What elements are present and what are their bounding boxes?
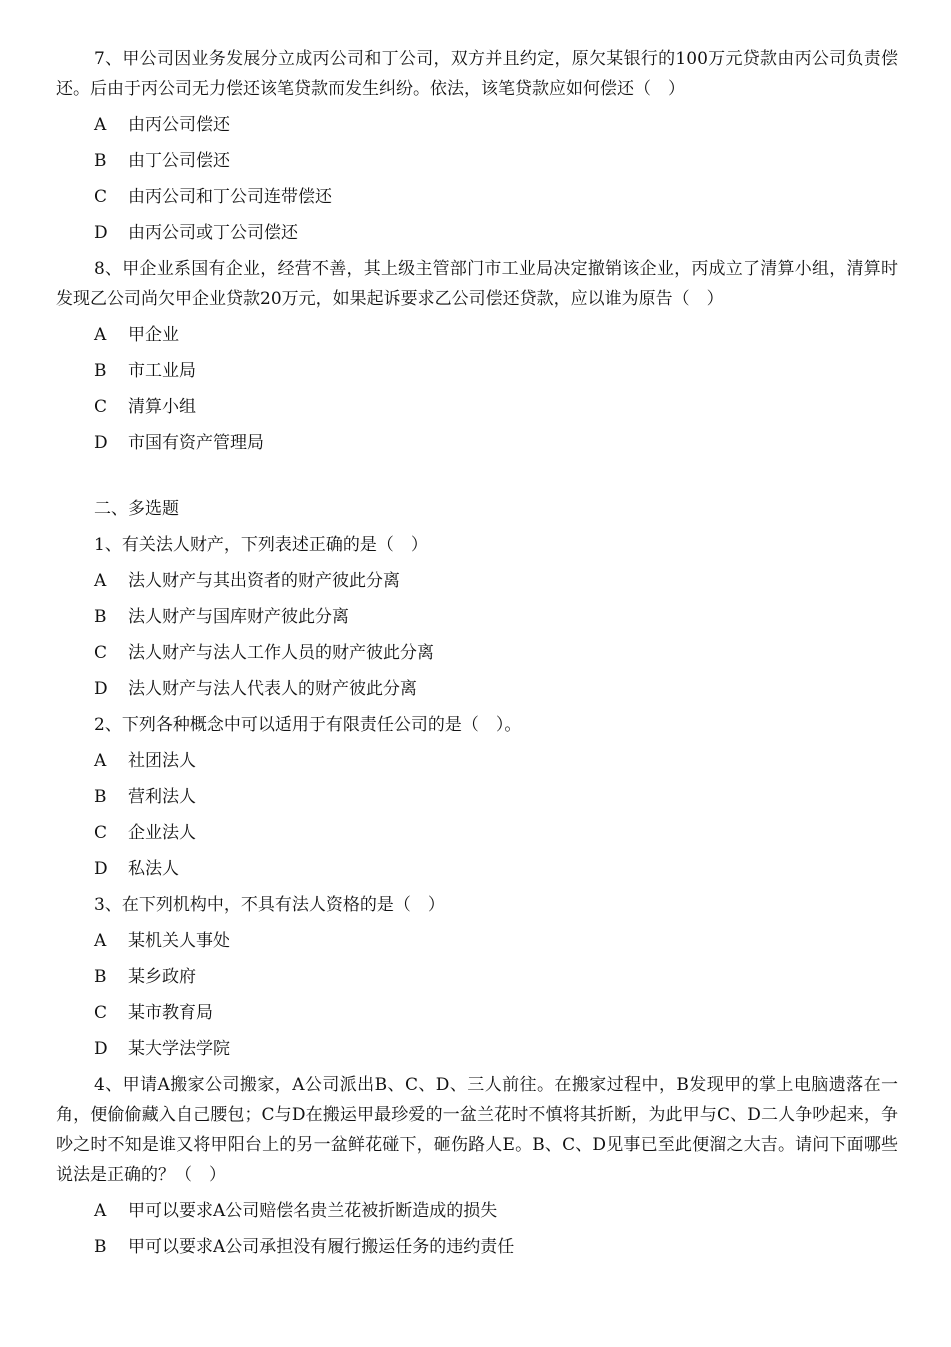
option-d: D 法人财产与法人代表人的财产彼此分离 (94, 679, 417, 699)
question-8 (56, 254, 898, 458)
option-d: D 某大学法学院 (94, 1039, 230, 1059)
option-c: C 由丙公司和丁公司连带偿还 (94, 187, 332, 207)
option-d: D 市国有资产管理局 (94, 433, 264, 453)
document-page (56, 44, 898, 1268)
option-a: A 社团法人 (94, 751, 196, 771)
question-text: 2、下列各种概念中可以适用于有限责任公司的是（ ）。 (94, 715, 522, 735)
multi-question-2 (56, 710, 898, 884)
multi-question-1 (56, 530, 898, 704)
option-d: D 私法人 (94, 859, 179, 879)
option-a: A 甲可以要求A公司赔偿名贵兰花被折断造成的损失 (94, 1201, 498, 1221)
question-text: 8、甲企业系国有企业，经营不善，其上级主管部门市工业局决定撤销该企业，丙成立了清算小组，清算时发现乙公司尚欠甲企业贷款20万元，如果起诉要求乙公司偿还贷款，应以谁为原告（ ） (56, 259, 898, 309)
question-text: 3、在下列机构中，不具有法人资格的是（ ） (94, 895, 445, 915)
option-a: A 甲企业 (94, 325, 179, 345)
option-b: B 营利法人 (94, 787, 196, 807)
option-c: C 法人财产与法人工作人员的财产彼此分离 (94, 643, 434, 663)
option-b: B 某乡政府 (94, 967, 196, 987)
question-text: 1、有关法人财产，下列表述正确的是（ ） (94, 535, 428, 555)
question-text: 7、甲公司因业务发展分立成丙公司和丁公司，双方并且约定，原欠某银行的100万元贷款由丙公司负责偿还。后由于丙公司无力偿还该笔贷款而发生纠纷。依法，该笔贷款应如何偿还（ ） (56, 49, 898, 99)
option-c: C 清算小组 (94, 397, 196, 417)
option-a: A 由丙公司偿还 (94, 115, 230, 135)
option-a: A 某机关人事处 (94, 931, 230, 951)
multi-question-4 (56, 1070, 898, 1262)
option-a: A 法人财产与其出资者的财产彼此分离 (94, 571, 400, 591)
option-c: C 企业法人 (94, 823, 196, 843)
multi-question-3 (56, 890, 898, 1064)
option-b: B 甲可以要求A公司承担没有履行搬运任务的违约责任 (94, 1237, 515, 1257)
option-b: B 市工业局 (94, 361, 196, 381)
question-text: 4、甲请A搬家公司搬家，A公司派出B、C、D、三人前往。在搬家过程中，B发现甲的掌上电脑遗落在一角，便偷偷藏入自己腰包；C与D在搬运甲最珍爱的一盆兰花时不慎将其折断，为此甲与C、D二人争吵起来，争吵之时不知是谁又将甲阳台上的另一盆鲜花碰下，砸伤路人E。B、C、D见事已至此便溜之大吉。请问下面哪些说法是正确的？（ ） (56, 1075, 898, 1185)
question-7 (56, 44, 898, 248)
option-c: C 某市教育局 (94, 1003, 213, 1023)
option-b: B 由丁公司偿还 (94, 151, 230, 171)
option-d: D 由丙公司或丁公司偿还 (94, 223, 298, 243)
option-b: B 法人财产与国库财产彼此分离 (94, 607, 349, 627)
section-heading: 二、多选题 (94, 499, 179, 519)
